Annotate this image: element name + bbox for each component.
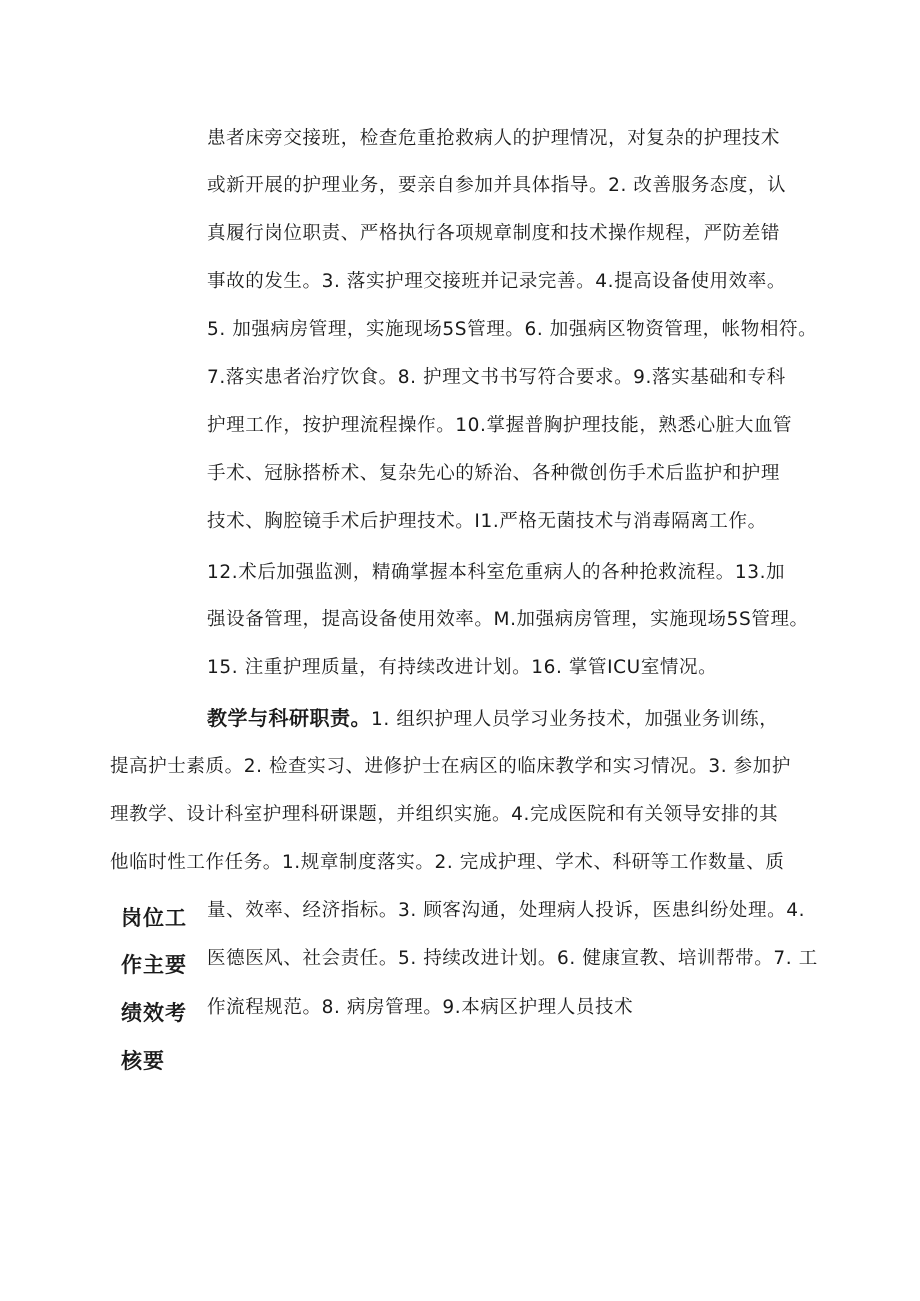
text-line: 5. 加强病房管理，实施现场5S管理。6. 加强病区物资管理，帐物相符。 [207,319,818,340]
text-line: 15. 注重护理质量，有持续改进计划。16. 掌管ICU室情况。 [207,657,718,678]
kpi-label-line: 岗位工 [121,906,187,930]
kpi-label-line: 核要 [121,1049,165,1073]
text-line: 理教学、设计科室护理科研课题，并组织实施。4.完成医院和有关领导安排的其 [110,804,779,825]
text-line: 作流程规范。8. 病房管理。9.本病区护理人员技术 [207,997,634,1018]
teaching-first-line-text: 1. 组织护理人员学习业务技术，加强业务训练， [371,709,779,730]
kpi-label-line: 绩效考 [121,1001,187,1025]
text-line: 患者床旁交接班，检查危重抢救病人的护理情况，对复杂的护理技术 [207,128,781,149]
kpi-label-line: 作主要 [121,953,187,977]
text-line: 手术、冠脉搭桥术、复杂先心的矫治、各种微创伤手术后监护和护理 [207,463,781,484]
text-line: 他临时性工作任务。1.规章制度落实。2. 完成护理、学术、科研等工作数量、质 [110,852,785,873]
text-line: 技术、胸腔镜手术后护理技术。I1.严格无菌技术与消毒隔离工作。 [207,511,767,532]
text-line: 护理工作，按护理流程操作。10.掌握普胸护理技能，熟悉心脏大血管 [207,415,793,436]
text-line: 医德医风、社会责任。5. 持续改进计划。6. 健康宣教、培训帮带。7. 工 [207,948,818,969]
text-line: 量、效率、经济指标。3. 顾客沟通，处理病人投诉，医患纠纷处理。4. [207,900,806,921]
text-line: 真履行岗位职责、严格执行各项规章制度和技术操作规程，严防差错 [207,223,781,244]
text-line: 12.术后加强监测，精确掌握本科室危重病人的各种抢救流程。13.加 [207,562,786,583]
text-line: 强设备管理，提高设备使用效率。M.加强病房管理，实施现场5S管理。 [207,609,809,630]
text-line: 提高护士素质。2. 检查实习、进修护士在病区的临床教学和实习情况。3. 参加护 [110,756,791,777]
text-line: 7.落实患者治疗饮食。8. 护理文书书写符合要求。9.落实基础和专科 [207,367,786,388]
text-line: 或新开展的护理业务，要亲自参加并具体指导。2. 改善服务态度，认 [207,175,787,196]
teaching-first-line [207,705,778,733]
teaching-heading: 教学与科研职责。 [207,706,371,730]
text-line: 事故的发生。3. 落实护理交接班并记录完善。4.提高设备使用效率。 [207,271,786,292]
